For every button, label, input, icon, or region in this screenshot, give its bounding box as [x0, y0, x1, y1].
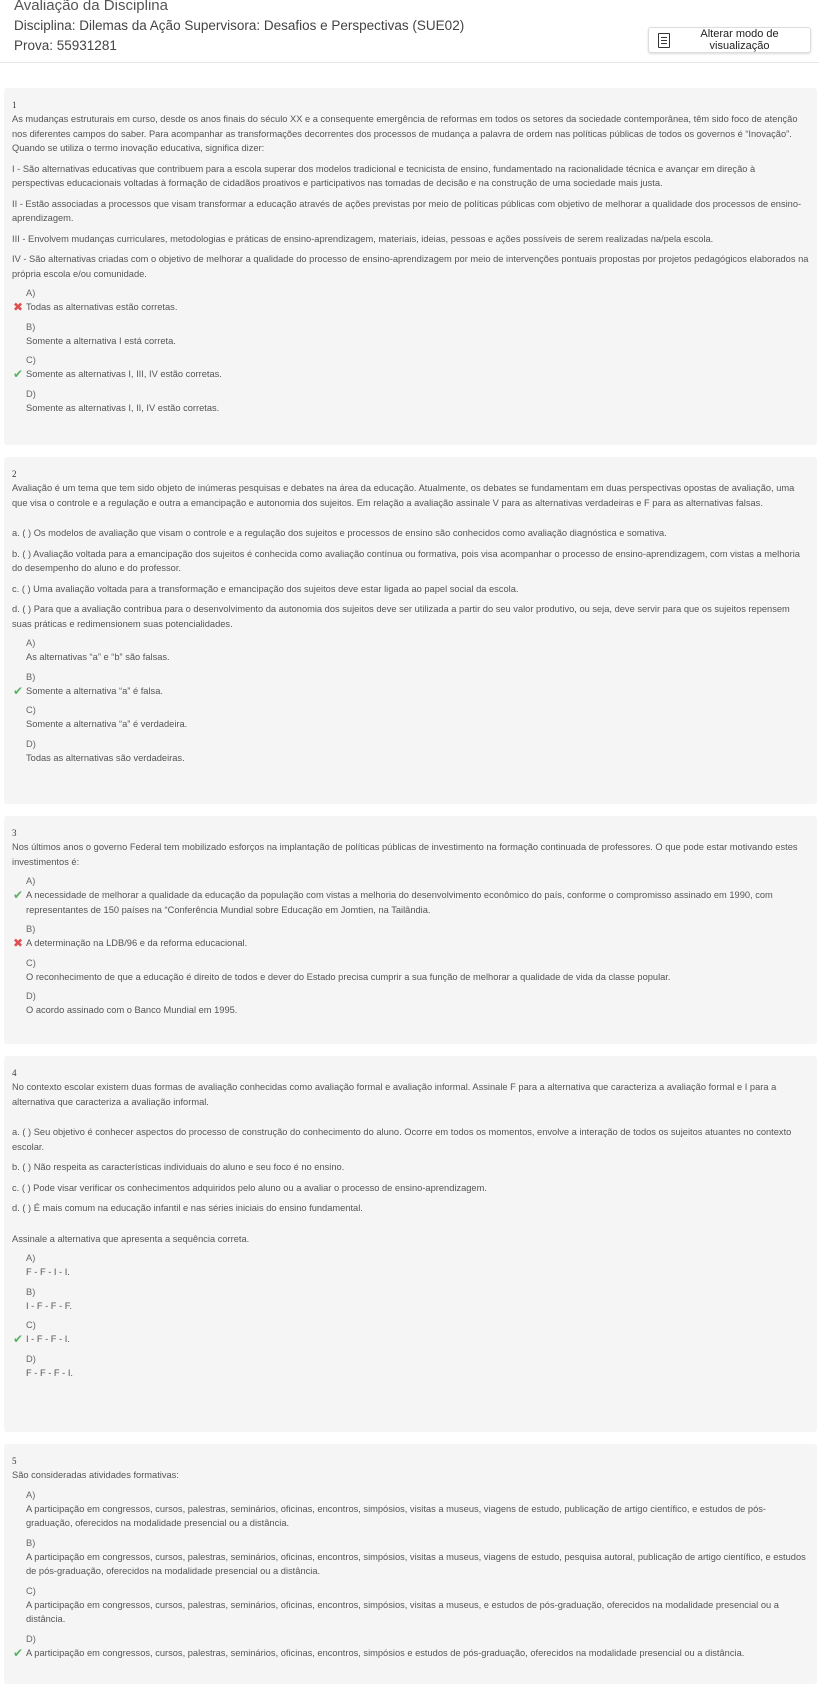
- correct-answer-icon: ✔: [13, 888, 24, 902]
- alternative-text: A participação em congressos, cursos, palestras, seminários, oficinas, encontros, simpósios e estudos de pós-graduação, oferecidos na modalidade presencial ou a distância.: [26, 1647, 745, 1658]
- alternative-b[interactable]: [12, 671, 809, 699]
- document-list-icon: [658, 33, 670, 48]
- statement-paragraph: As mudanças estruturais em curso, desde os anos finais do século XX e a consequente emergência de reformas em todos os setores da sociedade contemporânea, têm sido foco de atenção nos diferentes campos do saber. Para acompanhar as transformações decorrentes dos processos de mudança a palavra de ordem nas políticas públicas de todos os governos é “Inovação”. Quando se utiliza o termo inovação educativa, significa dizer:: [12, 114, 798, 153]
- alternative-letter: D): [26, 1633, 36, 1644]
- question-number: 3: [12, 828, 17, 838]
- question-statement: [12, 1468, 809, 1483]
- statement-paragraph: c. ( ) Uma avaliação voltada para a transformação e emancipação dos sujeitos deve estar ligada ao papel social da escola.: [12, 583, 519, 594]
- statement-paragraph: b. ( ) Avaliação voltada para a emancipação dos sujeitos é conhecida como avaliação contínua ou formativa, pois visa acompanhar o processo de ensino-aprendizagem, com vistas a melhoria do desempenho do aluno e do professor.: [12, 548, 800, 573]
- subject-label: Disciplina: Dilemas da Ação Supervisora: Desafios e Perspectivas (SUE02): [14, 18, 465, 33]
- alternative-text: Todas as alternativas estão corretas.: [26, 302, 178, 312]
- alternative-text: F - F - I - I.: [26, 1267, 70, 1277]
- alternative-text: A participação em congressos, cursos, palestras, seminários, oficinas, encontros, simpósios, visitas a museus, viagens de estudo, publicação de artigo científico, e estudos de pós-graduação, oferecidos na modalidade presencial ou a distância.: [26, 1503, 766, 1528]
- statement-paragraph: Nos últimos anos o governo Federal tem mobilizado esforços na implantação de políticas públicas de investimento na formação continuada de professores. O que pode estar motivando estes investimentos é:: [12, 842, 798, 867]
- correct-answer-icon: ✔: [13, 1332, 24, 1346]
- alternative-text: A necessidade de melhorar a qualidade da educação da população com vistas a melhoria do desenvolvimento econômico do país, conforme o compromisso assinado em 1990, com representantes de 150 países na “Conferência Mundial sobre Educação em Jomtien, na Tailândia.: [26, 890, 773, 915]
- alternative-text: Somente a alternativa “a” é falsa.: [26, 685, 163, 696]
- alternative-b[interactable]: [12, 1286, 809, 1314]
- change-view-mode-label: Alterar modo de visualização: [700, 28, 779, 52]
- alternative-letter: A): [26, 638, 36, 648]
- alternative-letter: D): [26, 738, 36, 749]
- question-card-3: [4, 816, 817, 1044]
- alternative-c[interactable]: [12, 1319, 809, 1347]
- page-header: [0, 0, 819, 63]
- statement-paragraph: a. ( ) Os modelos de avaliação que visam o controle e a regulação dos sujeitos e processos de ensino são conhecidos como avaliação diagnóstica e somativa.: [12, 528, 667, 538]
- statement-paragraph: III - Envolvem mudanças curriculares, metodologias e práticas de ensino-aprendizagem, materiais, ideias, pessoas e ações possíveis de serem realizadas na/pela escola.: [12, 233, 714, 244]
- question-card-1: [4, 88, 817, 445]
- alternative-b[interactable]: [12, 321, 809, 349]
- alternative-text: Somente as alternativas I, III, IV estão corretas.: [26, 369, 222, 379]
- alternative-c[interactable]: [12, 1585, 809, 1627]
- alternative-a[interactable]: [12, 637, 809, 665]
- alternative-text: I - F - F - I.: [26, 1334, 70, 1344]
- statement-paragraph: II - Estão associadas a processos que visam transformar a educação através de ações previstas por meio de políticas públicas com objetivo de melhorar a qualidade dos processos de ensino-aprendizagem.: [12, 198, 802, 223]
- alternative-letter: B): [26, 321, 36, 332]
- statement-paragraph: I - São alternativas educativas que contribuem para a escola superar dos modelos tradicional e tecnicista de ensino, fundamentado na racionalidade técnica e avançar em direção à perspectivas educacionais voltadas à formação de cidadãos proativos e participativos nas tomadas de decisão e na construção de uma sociedade mais justa.: [12, 163, 756, 188]
- question-statement: [12, 481, 809, 631]
- correct-answer-icon: ✔: [13, 1645, 24, 1660]
- alternative-letter: B): [26, 1537, 36, 1548]
- alternative-letter: C): [26, 1585, 36, 1596]
- alternative-letter: C): [26, 355, 36, 365]
- alternative-text: F - F - F - I.: [26, 1367, 73, 1378]
- statement-paragraph: Assinale a alternativa que apresenta a sequência correta.: [12, 1233, 250, 1244]
- alternative-d[interactable]: [12, 388, 809, 416]
- alternative-b[interactable]: [12, 1537, 809, 1579]
- alternative-letter: B): [26, 671, 36, 682]
- statement-paragraph: IV - São alternativas criadas com o objetivo de melhorar a qualidade do processo de ensino-aprendizagem por meio de intervenções pontuais propostas por projetos pedagógicos elaborados na própria escola e/ou comunidade.: [12, 254, 809, 279]
- statement-paragraph: Avaliação é um tema que tem sido objeto de inúmeras pesquisas e debates na área da educação. Atualmente, os debates se fundamentam em duas perspectivas opostas de avaliação, uma que visa o controle e a regulação e outra a emancipação e autonomia dos sujeitos. Em relação a avaliação assinale V para as alternativas verdadeiras e F para as alternativas falsas.: [12, 483, 795, 508]
- statement-paragraph: d. ( ) Para que a avaliação contribua para o desenvolvimento da autonomia dos sujeitos deve ser utilizada a partir do seu valor produtivo, ou seja, deve servir para que os sujeitos repensem suas práticas e redimensionem suas potencialidades.: [12, 604, 790, 629]
- alternative-letter: D): [26, 1353, 36, 1364]
- statement-paragraph: No contexto escolar existem duas formas de avaliação conhecidas como avaliação formal e avaliação informal. Assinale F para a alternativa que caracteriza a avaliação formal e I para a alternativa que caracteriza a avaliação informal.: [12, 1082, 777, 1107]
- alternative-letter: A): [26, 1489, 36, 1500]
- statement-paragraph: São consideradas atividades formativas:: [12, 1470, 179, 1480]
- alternative-text: I - F - F - F.: [26, 1300, 72, 1311]
- question-number: 1: [12, 100, 17, 110]
- alternative-letter: B): [26, 924, 36, 934]
- alternative-a[interactable]: [12, 287, 809, 315]
- alternative-text: A participação em congressos, cursos, palestras, seminários, oficinas, encontros, simpósios, visitas a museus, e estudos de pós-graduação, oferecidos na modalidade presencial ou a distância.: [26, 1599, 779, 1624]
- alternative-text: Somente as alternativas I, II, IV estão corretas.: [26, 402, 220, 413]
- alternative-letter: D): [26, 388, 36, 399]
- question-statement: [12, 1080, 809, 1246]
- alternative-a[interactable]: [12, 1252, 809, 1280]
- alternative-text: A participação em congressos, cursos, palestras, seminários, oficinas, encontros, simpósios, visitas a museus, viagens de estudo, pesquisa autoral, publicação de artigo científico, e estudos de pós-graduação, oferecidos na modalidade presencial ou a distância.: [26, 1551, 806, 1576]
- alternative-b[interactable]: [12, 923, 809, 951]
- alternative-letter: C): [26, 1320, 36, 1330]
- question-card-2: [4, 457, 817, 804]
- alternative-d[interactable]: [12, 1633, 809, 1661]
- page-title: Avaliação da Disciplina: [14, 0, 168, 14]
- alternative-d[interactable]: [12, 990, 809, 1018]
- change-view-mode-button[interactable]: [648, 27, 811, 53]
- alternative-letter: C): [26, 705, 36, 715]
- statement-paragraph: a. ( ) Seu objetivo é conhecer aspectos do processo de construção do conhecimento do aluno. Ocorre em todos os momentos, envolve a interação de todos os sujeitos atuantes no contexto escolar.: [12, 1127, 792, 1152]
- alternative-letter: B): [26, 1286, 36, 1297]
- question-statement: [12, 840, 809, 869]
- alternative-a[interactable]: [12, 1489, 809, 1531]
- alternative-text: O reconhecimento de que a educação é direito de todos e dever do Estado precisa cumprir a sua função de melhorar a qualidade de vida da classe popular.: [26, 971, 671, 982]
- correct-answer-icon: ✔: [13, 367, 24, 381]
- correct-answer-icon: ✔: [13, 683, 24, 698]
- question-card-4: [4, 1056, 817, 1432]
- alternative-c[interactable]: [12, 957, 809, 985]
- alternative-letter: A): [26, 288, 36, 298]
- question-number: 5: [12, 1456, 17, 1466]
- alternative-a[interactable]: [12, 875, 809, 917]
- alternative-c[interactable]: [12, 704, 809, 732]
- alternative-text: A determinação na LDB/96 e da reforma educacional.: [26, 938, 248, 948]
- alternative-c[interactable]: [12, 354, 809, 382]
- alternative-d[interactable]: [12, 1353, 809, 1381]
- alternative-text: O acordo assinado com o Banco Mundial em 1995.: [26, 1005, 238, 1015]
- statement-paragraph: b. ( ) Não respeita as características individuais do aluno e seu foco é no ensino.: [12, 1162, 345, 1172]
- statement-paragraph: c. ( ) Pode visar verificar os conhecimentos adquiridos pelo aluno ou a avaliar o processo de ensino-aprendizagem.: [12, 1182, 487, 1193]
- alternative-letter: D): [26, 991, 36, 1001]
- question-card-5: [4, 1444, 817, 1684]
- alternative-d[interactable]: [12, 738, 809, 766]
- alternative-text: As alternativas “a” e “b” são falsas.: [26, 652, 170, 662]
- alternative-letter: A): [26, 1253, 36, 1263]
- alternative-text: Somente a alternativa I está correta.: [26, 335, 176, 346]
- statement-paragraph: d. ( ) É mais comum na educação infantil e nas séries iniciais do ensino fundamental.: [12, 1203, 363, 1213]
- question-number: 2: [12, 469, 17, 479]
- alternative-letter: C): [26, 957, 36, 968]
- question-statement: [12, 112, 809, 281]
- alternative-text: Todas as alternativas são verdadeiras.: [26, 752, 185, 763]
- wrong-answer-icon: ✖: [13, 936, 24, 950]
- alternative-text: Somente a alternativa “a” é verdadeira.: [26, 719, 188, 729]
- wrong-answer-icon: ✖: [13, 300, 24, 314]
- alternative-letter: A): [26, 876, 36, 886]
- exam-id-label: Prova: 55931281: [14, 38, 117, 53]
- question-number: 4: [12, 1068, 17, 1078]
